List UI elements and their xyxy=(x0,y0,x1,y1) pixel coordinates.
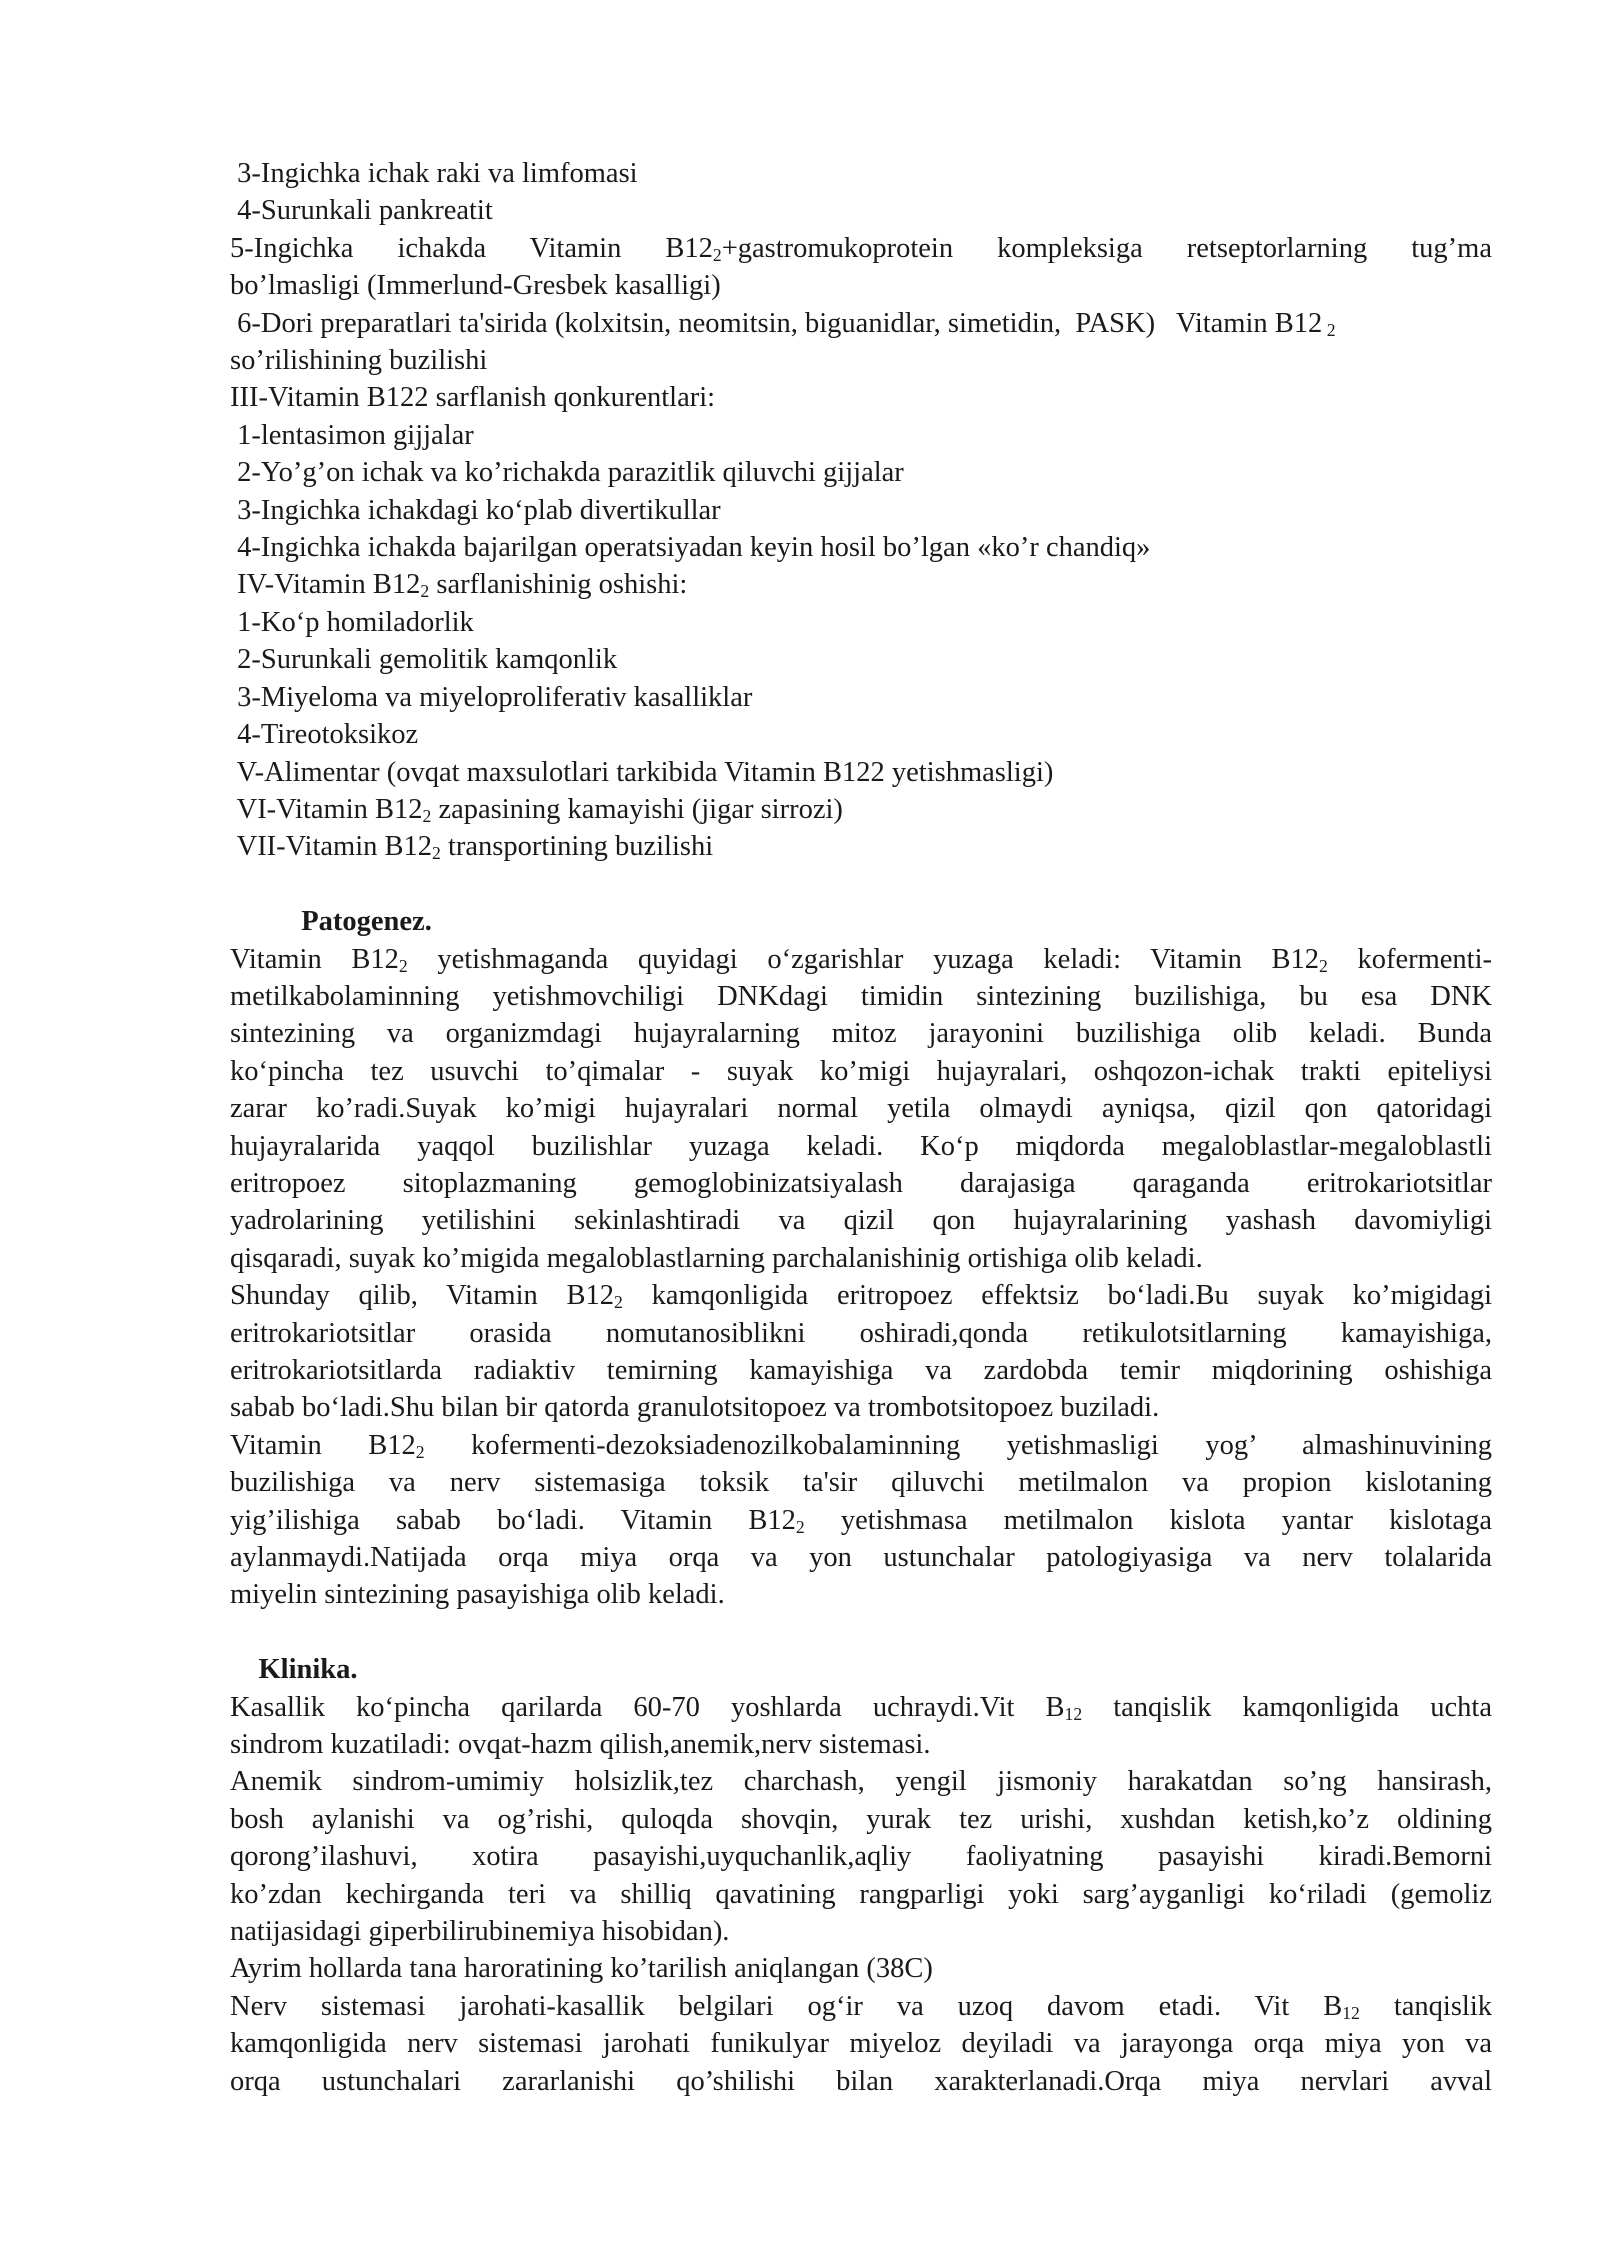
causes-list xyxy=(230,155,1492,230)
text-run: natijasidagi giperbilirubinemiya hisobidan). xyxy=(230,1916,730,1948)
text-line xyxy=(230,1988,1492,2025)
text-line xyxy=(230,1240,1492,1277)
text-run: aylanmaydi.Natijada orqa miya orqa va yon ustunchalar patologiyasiga va nerv tolalarida xyxy=(230,1542,1492,1574)
text-run: bosh aylanishi va og’rishi, quloqda shovqin, yurak tez urishi, xushdan ketish,ko’z oldining xyxy=(230,1803,1492,1835)
text-line xyxy=(230,604,1492,641)
text-run: so’rilishining buzilishi xyxy=(230,345,488,377)
subscript: 2 xyxy=(422,805,432,826)
text-line xyxy=(230,566,1492,603)
text-line xyxy=(230,641,1492,678)
text-run: kofermenti-dezoksiadenozilkobalaminning yetishmasligi yog’ almashinuvining xyxy=(424,1429,1492,1461)
text-line xyxy=(230,1838,1492,1875)
text-line xyxy=(230,1015,1492,1052)
subscript: 2 xyxy=(712,244,722,265)
text-line xyxy=(230,716,1492,753)
text-line xyxy=(230,1315,1492,1352)
text-line xyxy=(230,1352,1492,1389)
text-run: sabab bo‘ladi.Shu bilan bir qatorda granulotsitopoez va trombotsitopoez buziladi. xyxy=(230,1392,1160,1424)
text-line xyxy=(230,1389,1492,1426)
text-run: sindrom kuzatiladi: ovqat-hazm qilish,anemik,nerv sistemasi. xyxy=(230,1729,931,1761)
text-line xyxy=(230,2063,1492,2100)
text-run: sarflanishinig oshishi: xyxy=(429,569,688,601)
text-line xyxy=(230,1539,1492,1576)
text-run: 1-lentasimon gijjalar xyxy=(230,419,474,451)
text-run: Vitamin B12 xyxy=(230,943,399,975)
text-run: 3-Ingichka ichak raki va limfomasi xyxy=(230,158,638,189)
klinika-paragraph-4 xyxy=(230,1988,1492,2100)
text-line xyxy=(230,1053,1492,1090)
text-run: IV-Vitamin B12 xyxy=(230,569,421,601)
patogenez-paragraph-2 xyxy=(230,1277,1492,1427)
text-run: 4-Tireotoksikoz xyxy=(230,719,419,751)
subscript: 2 xyxy=(614,1292,623,1313)
text-line xyxy=(230,791,1492,828)
text-line xyxy=(230,342,1492,379)
text-run: kamqonligida eritropoez effektsiz bo‘ladi.Bu suyak ko’migidagi xyxy=(622,1280,1492,1312)
text-run: yetishmasa metilmalon kislota yantar kislotaga xyxy=(804,1504,1492,1536)
text-run: yetishmaganda quyidagi o‘zgarishlar yuzaga keladi: Vitamin B12 xyxy=(407,943,1319,975)
subscript: 2 xyxy=(1322,319,1336,340)
text-line xyxy=(230,1165,1492,1202)
text-run: bo’lmasligi (Immerlund-Gresbek kasalligi) xyxy=(230,270,721,302)
text-run: VI-Vitamin B12 xyxy=(230,793,423,825)
text-line xyxy=(230,1689,1492,1726)
text-run: tanqislik xyxy=(1359,1990,1493,2022)
text-run: 4-Surunkali pankreatit xyxy=(230,195,493,227)
text-run: 1-Ko‘p homiladorlik xyxy=(230,606,474,638)
text-line xyxy=(230,155,1492,192)
text-line xyxy=(230,1763,1492,1800)
text-line xyxy=(230,1128,1492,1165)
subscript: 2 xyxy=(398,955,408,976)
blank-line xyxy=(230,866,1492,903)
subscript: 2 xyxy=(420,581,430,602)
text-line xyxy=(230,941,1492,978)
text-line xyxy=(230,1202,1492,1239)
text-run: Vitamin B12 xyxy=(230,1429,416,1461)
text-run: 2-Surunkali gemolitik kamqonlik xyxy=(230,644,618,676)
text-run: V-Alimentar (ovqat maxsulotlari tarkibida Vitamin B122 yetishmasligi) xyxy=(230,756,1054,788)
text-run: 5-Ingichka ichakda Vitamin B12 xyxy=(230,232,713,264)
text-line xyxy=(230,1801,1492,1838)
text-run: ko‘pincha tez usuvchi to’qimalar - suyak ko’migi hujayralari, oshqozon-ichak trakti epiteliysi xyxy=(230,1055,1492,1087)
text-line xyxy=(230,1726,1492,1763)
text-line xyxy=(230,1950,1492,1987)
text-line xyxy=(230,1913,1492,1950)
text-run: kofermenti- xyxy=(1327,943,1492,975)
text-run: orqa ustunchalari zararlanishi qo’shilishi bilan xarakterlanadi.Orqa miya nervlari avval xyxy=(230,2065,1492,2097)
text-run: kamqonligida nerv sistemasi jarohati funikulyar miyeloz deyiladi va jarayonga orqa miya yon va xyxy=(230,2028,1492,2060)
blank-line xyxy=(230,1614,1492,1651)
text-run: Shunday qilib, Vitamin B12 xyxy=(230,1280,615,1312)
subscript: 2 xyxy=(1318,955,1328,976)
text-line xyxy=(230,305,1492,342)
klinika-heading: Klinika. xyxy=(230,1654,358,1686)
text-line xyxy=(230,1090,1492,1127)
text-line xyxy=(230,192,1492,229)
text-run: eritrokariotsitlarda radiaktiv temirning kamayishiga va zardobda temir miqdorining oshishiga xyxy=(230,1354,1492,1386)
text-run: VII-Vitamin B12 xyxy=(230,831,432,863)
subscript: 12 xyxy=(1342,2002,1360,2023)
text-run: transportining buzilishi xyxy=(440,831,714,863)
cause-5-paragraph xyxy=(230,230,1492,305)
subscript: 2 xyxy=(795,1516,805,1537)
text-run: hujayralarida yaqqol buzilishlar yuzaga keladi. Ko‘p miqdorda megaloblastlar-megaloblastli xyxy=(230,1130,1492,1162)
subscript: 2 xyxy=(415,1441,425,1462)
text-line xyxy=(230,267,1492,304)
text-run: buzilishiga va nerv sistemasiga toksik ta'sir qiluvchi metilmalon va propion kislotaning xyxy=(230,1467,1492,1499)
patogenez-paragraph-1 xyxy=(230,941,1492,1278)
text-run: 3-Ingichka ichakdagi ko‘plab divertikullar xyxy=(230,494,721,526)
text-run: 6-Dori preparatlari ta'sirida (kolxitsin, neomitsin, biguanidlar, simetidin, PASK) Vitamin B12 xyxy=(230,307,1323,339)
text-line xyxy=(230,828,1492,865)
text-line xyxy=(230,379,1492,416)
text-line xyxy=(230,492,1492,529)
text-line xyxy=(230,2025,1492,2062)
text-run: yig’ilishiga sabab bo‘ladi. Vitamin B12 xyxy=(230,1504,796,1536)
text-line xyxy=(230,1576,1492,1613)
text-run: qisqaradi, suyak ko’migida megaloblastlarning parchalanishinig ortishiga olib keladi. xyxy=(230,1242,1203,1274)
text-line xyxy=(230,1502,1492,1539)
text-line xyxy=(230,417,1492,454)
klinika-paragraph-2 xyxy=(230,1763,1492,1950)
klinika-paragraph-3 xyxy=(230,1950,1492,1987)
text-line xyxy=(230,230,1492,267)
text-line xyxy=(230,454,1492,491)
text-run: III-Vitamin B122 sarflanish qonkurentlari: xyxy=(230,382,716,414)
subscript: 12 xyxy=(1064,1703,1083,1724)
text-run: tanqislik kamqonligida uchta xyxy=(1082,1691,1492,1723)
text-run: metilkabolaminning yetishmovchiligi DNKdagi timidin sintezining buzilishiga, bu esa DNK xyxy=(230,980,1492,1012)
text-line xyxy=(230,1464,1492,1501)
text-line xyxy=(230,1277,1492,1314)
text-line xyxy=(230,978,1492,1015)
text-run: Nerv sistemasi jarohati-kasallik belgilari og‘ir va uzoq davom etadi. Vit B xyxy=(230,1990,1343,2022)
text-run: 4-Ingichka ichakda bajarilgan operatsiyadan keyin hosil bo’lgan «ko’r chandiq» xyxy=(230,532,1151,564)
text-run: eritropoez sitoplazmaning gemoglobinizatsiyalash darajasiga qaraganda eritrokariotsitlar xyxy=(230,1167,1492,1199)
text-run: sintezining va organizmdagi hujayralarning mitoz jarayonini buzilishiga olib keladi. Bunda xyxy=(230,1018,1492,1050)
text-run: 3-Miyeloma va miyeloproliferativ kasalliklar xyxy=(230,681,753,713)
text-run: zapasining kamayishi (jigar sirrozi) xyxy=(431,793,843,825)
text-run: miyelin sintezining pasayishiga olib keladi. xyxy=(230,1579,725,1611)
text-run: Ayrim hollarda tana haroratining ko’tarilish aniqlangan (38C) xyxy=(230,1953,933,1985)
text-line xyxy=(230,1427,1492,1464)
text-run: eritrokariotsitlar orasida nomutanosiblikni oshiradi,qonda retikulotsitlarning kamayishiga, xyxy=(230,1317,1492,1349)
text-run: +gastromukoprotein kompleksiga retseptorlarning tug’ma xyxy=(721,232,1492,264)
text-line xyxy=(230,529,1492,566)
text-run: ko’zdan kechirganda teri va shilliq qavatining rangparligi yoki sarg’ayganligi ko‘riladi (gemoliz xyxy=(230,1878,1492,1910)
text-line xyxy=(230,679,1492,716)
consumption-competitors-list xyxy=(230,379,1492,865)
subscript: 2 xyxy=(432,843,441,864)
text-run: yadrolarining yetilishini sekinlashtiradi va qizil qon hujayralarining yashash davomiyligi xyxy=(230,1205,1492,1237)
text-run: zarar ko’radi.Suyak ko’migi hujayralari normal yetila olmaydi ayniqsa, qizil qon qatoridagi xyxy=(230,1093,1492,1125)
text-line xyxy=(230,754,1492,791)
text-run: 2-Yo’g’on ichak va ko’richakda parazitlik qiluvchi gijjalar xyxy=(230,457,904,489)
patogenez-heading: Patogenez. xyxy=(230,906,432,938)
document-page xyxy=(230,155,1492,2100)
text-run: Anemik sindrom-umimiy holsizlik,tez charchash, yengil jismoniy harakatdan so’ng hansirash, xyxy=(230,1766,1492,1798)
cause-6-paragraph xyxy=(230,305,1492,380)
klinika-paragraph-1 xyxy=(230,1689,1492,1764)
text-line xyxy=(230,1876,1492,1913)
text-run: qorong’ilashuvi, xotira pasayishi,uyquchanlik,aqliy faoliyatning pasayishi kiradi.Bemorni xyxy=(230,1841,1492,1873)
text-run: Kasallik ko‘pincha qarilarda 60-70 yoshlarda uchraydi.Vit B xyxy=(230,1691,1065,1723)
patogenez-paragraph-3 xyxy=(230,1427,1492,1614)
